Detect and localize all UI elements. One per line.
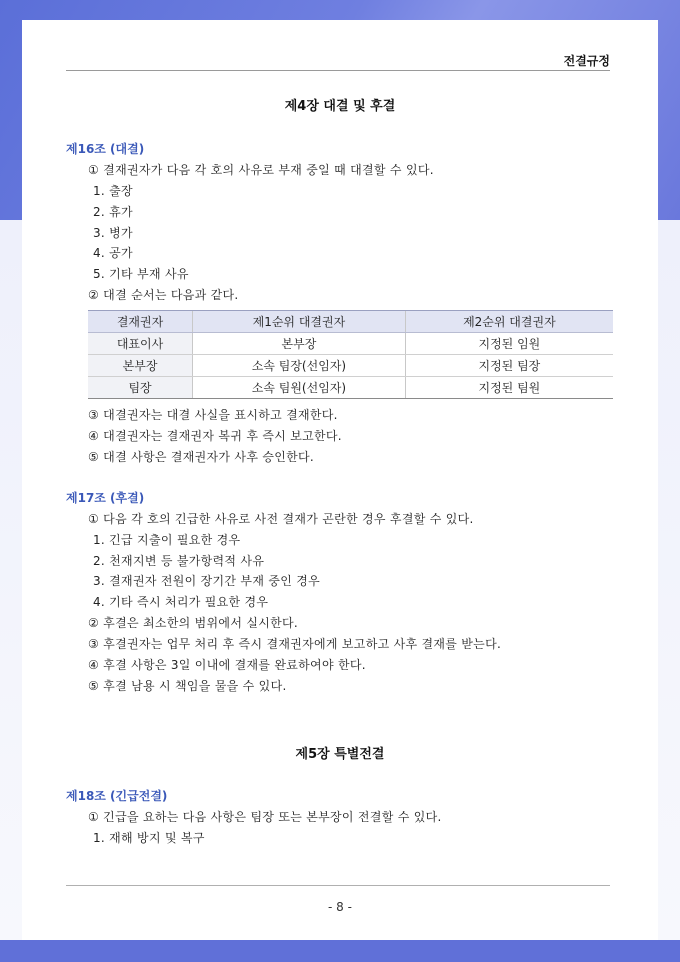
left-margin-bg [0, 220, 22, 940]
document-page [22, 20, 658, 940]
article-17-paragraph-5: ⑤ 후결 남용 시 책임을 물을 수 있다. [88, 679, 287, 693]
article-16-item-2: 2. 휴가 [93, 205, 133, 219]
table-header-cell: 결재권자 [88, 311, 193, 333]
article-17-paragraph-1: ① 다음 각 호의 긴급한 사유로 사전 결재가 곤란한 경우 후결할 수 있다. [88, 512, 474, 526]
article-16-heading: 제16조 (대결) [66, 142, 145, 156]
article-17-paragraph-3: ③ 후결권자는 업무 처리 후 즉시 결재권자에게 보고하고 사후 결재를 받는다. [88, 637, 502, 651]
article-17-item-4: 4. 기타 즉시 처리가 필요한 경우 [93, 595, 269, 609]
bottom-banner [0, 940, 680, 962]
document-title: 전결규정 [563, 54, 610, 68]
article-16-item-5: 5. 기타 부재 사유 [93, 267, 189, 281]
article-18-item-1: 1. 재해 방지 및 복구 [93, 831, 205, 845]
right-margin-bg [658, 220, 680, 940]
table-header-cell: 제2순위 대결권자 [405, 311, 613, 333]
article-16-paragraph-3: ③ 대결권자는 대결 사실을 표시하고 결재한다. [88, 408, 338, 422]
table-cell: 지정된 임원 [405, 333, 613, 355]
table-cell: 지정된 팀장 [405, 355, 613, 377]
article-17-heading: 제17조 (후결) [66, 491, 145, 505]
table-cell: 지정된 팀원 [405, 377, 613, 399]
article-16-paragraph-2: ② 대결 순서는 다음과 같다. [88, 288, 239, 302]
deputy-order-table [88, 310, 613, 399]
article-18-heading: 제18조 (긴급전결) [66, 789, 168, 803]
article-17-item-2: 2. 천재지변 등 불가항력적 사유 [93, 554, 265, 568]
table-cell: 본부장 [88, 355, 193, 377]
article-16-item-1: 1. 출장 [93, 184, 133, 198]
table-row [88, 333, 613, 355]
footer-divider [66, 885, 610, 886]
table-cell: 소속 팀원(선임자) [193, 377, 406, 399]
table-header-cell: 제1순위 대결권자 [193, 311, 406, 333]
table-cell: 대표이사 [88, 333, 193, 355]
article-16-paragraph-4: ④ 대결권자는 결재권자 복귀 후 즉시 보고한다. [88, 429, 342, 443]
article-16-item-3: 3. 병가 [93, 226, 133, 240]
article-18-paragraph-1: ① 긴급을 요하는 다음 사항은 팀장 또는 본부장이 전결할 수 있다. [88, 810, 442, 824]
table-cell: 팀장 [88, 377, 193, 399]
article-17-item-1: 1. 긴급 지출이 필요한 경우 [93, 533, 241, 547]
article-17-item-3: 3. 결재권자 전원이 장기간 부재 중인 경우 [93, 574, 321, 588]
article-17-paragraph-4: ④ 후결 사항은 3일 이내에 결재를 완료하여야 한다. [88, 658, 366, 672]
article-16-paragraph-1: ① 결재권자가 다음 각 호의 사유로 부재 중일 때 대결할 수 있다. [88, 163, 434, 177]
chapter-4-title: 제4장 대결 및 후결 [284, 99, 396, 114]
header-divider [66, 70, 610, 71]
article-17-paragraph-2: ② 후결은 최소한의 범위에서 실시한다. [88, 616, 299, 630]
page-number: - 8 - [328, 900, 352, 914]
table-cell: 소속 팀장(선임자) [193, 355, 406, 377]
table-row [88, 377, 613, 399]
article-16-item-4: 4. 공가 [93, 246, 133, 260]
table-header-row [88, 311, 613, 333]
chapter-5-title: 제5장 특별전결 [295, 747, 385, 762]
table-cell: 본부장 [193, 333, 406, 355]
article-16-paragraph-5: ⑤ 대결 사항은 결재권자가 사후 승인한다. [88, 450, 315, 464]
table-row [88, 355, 613, 377]
